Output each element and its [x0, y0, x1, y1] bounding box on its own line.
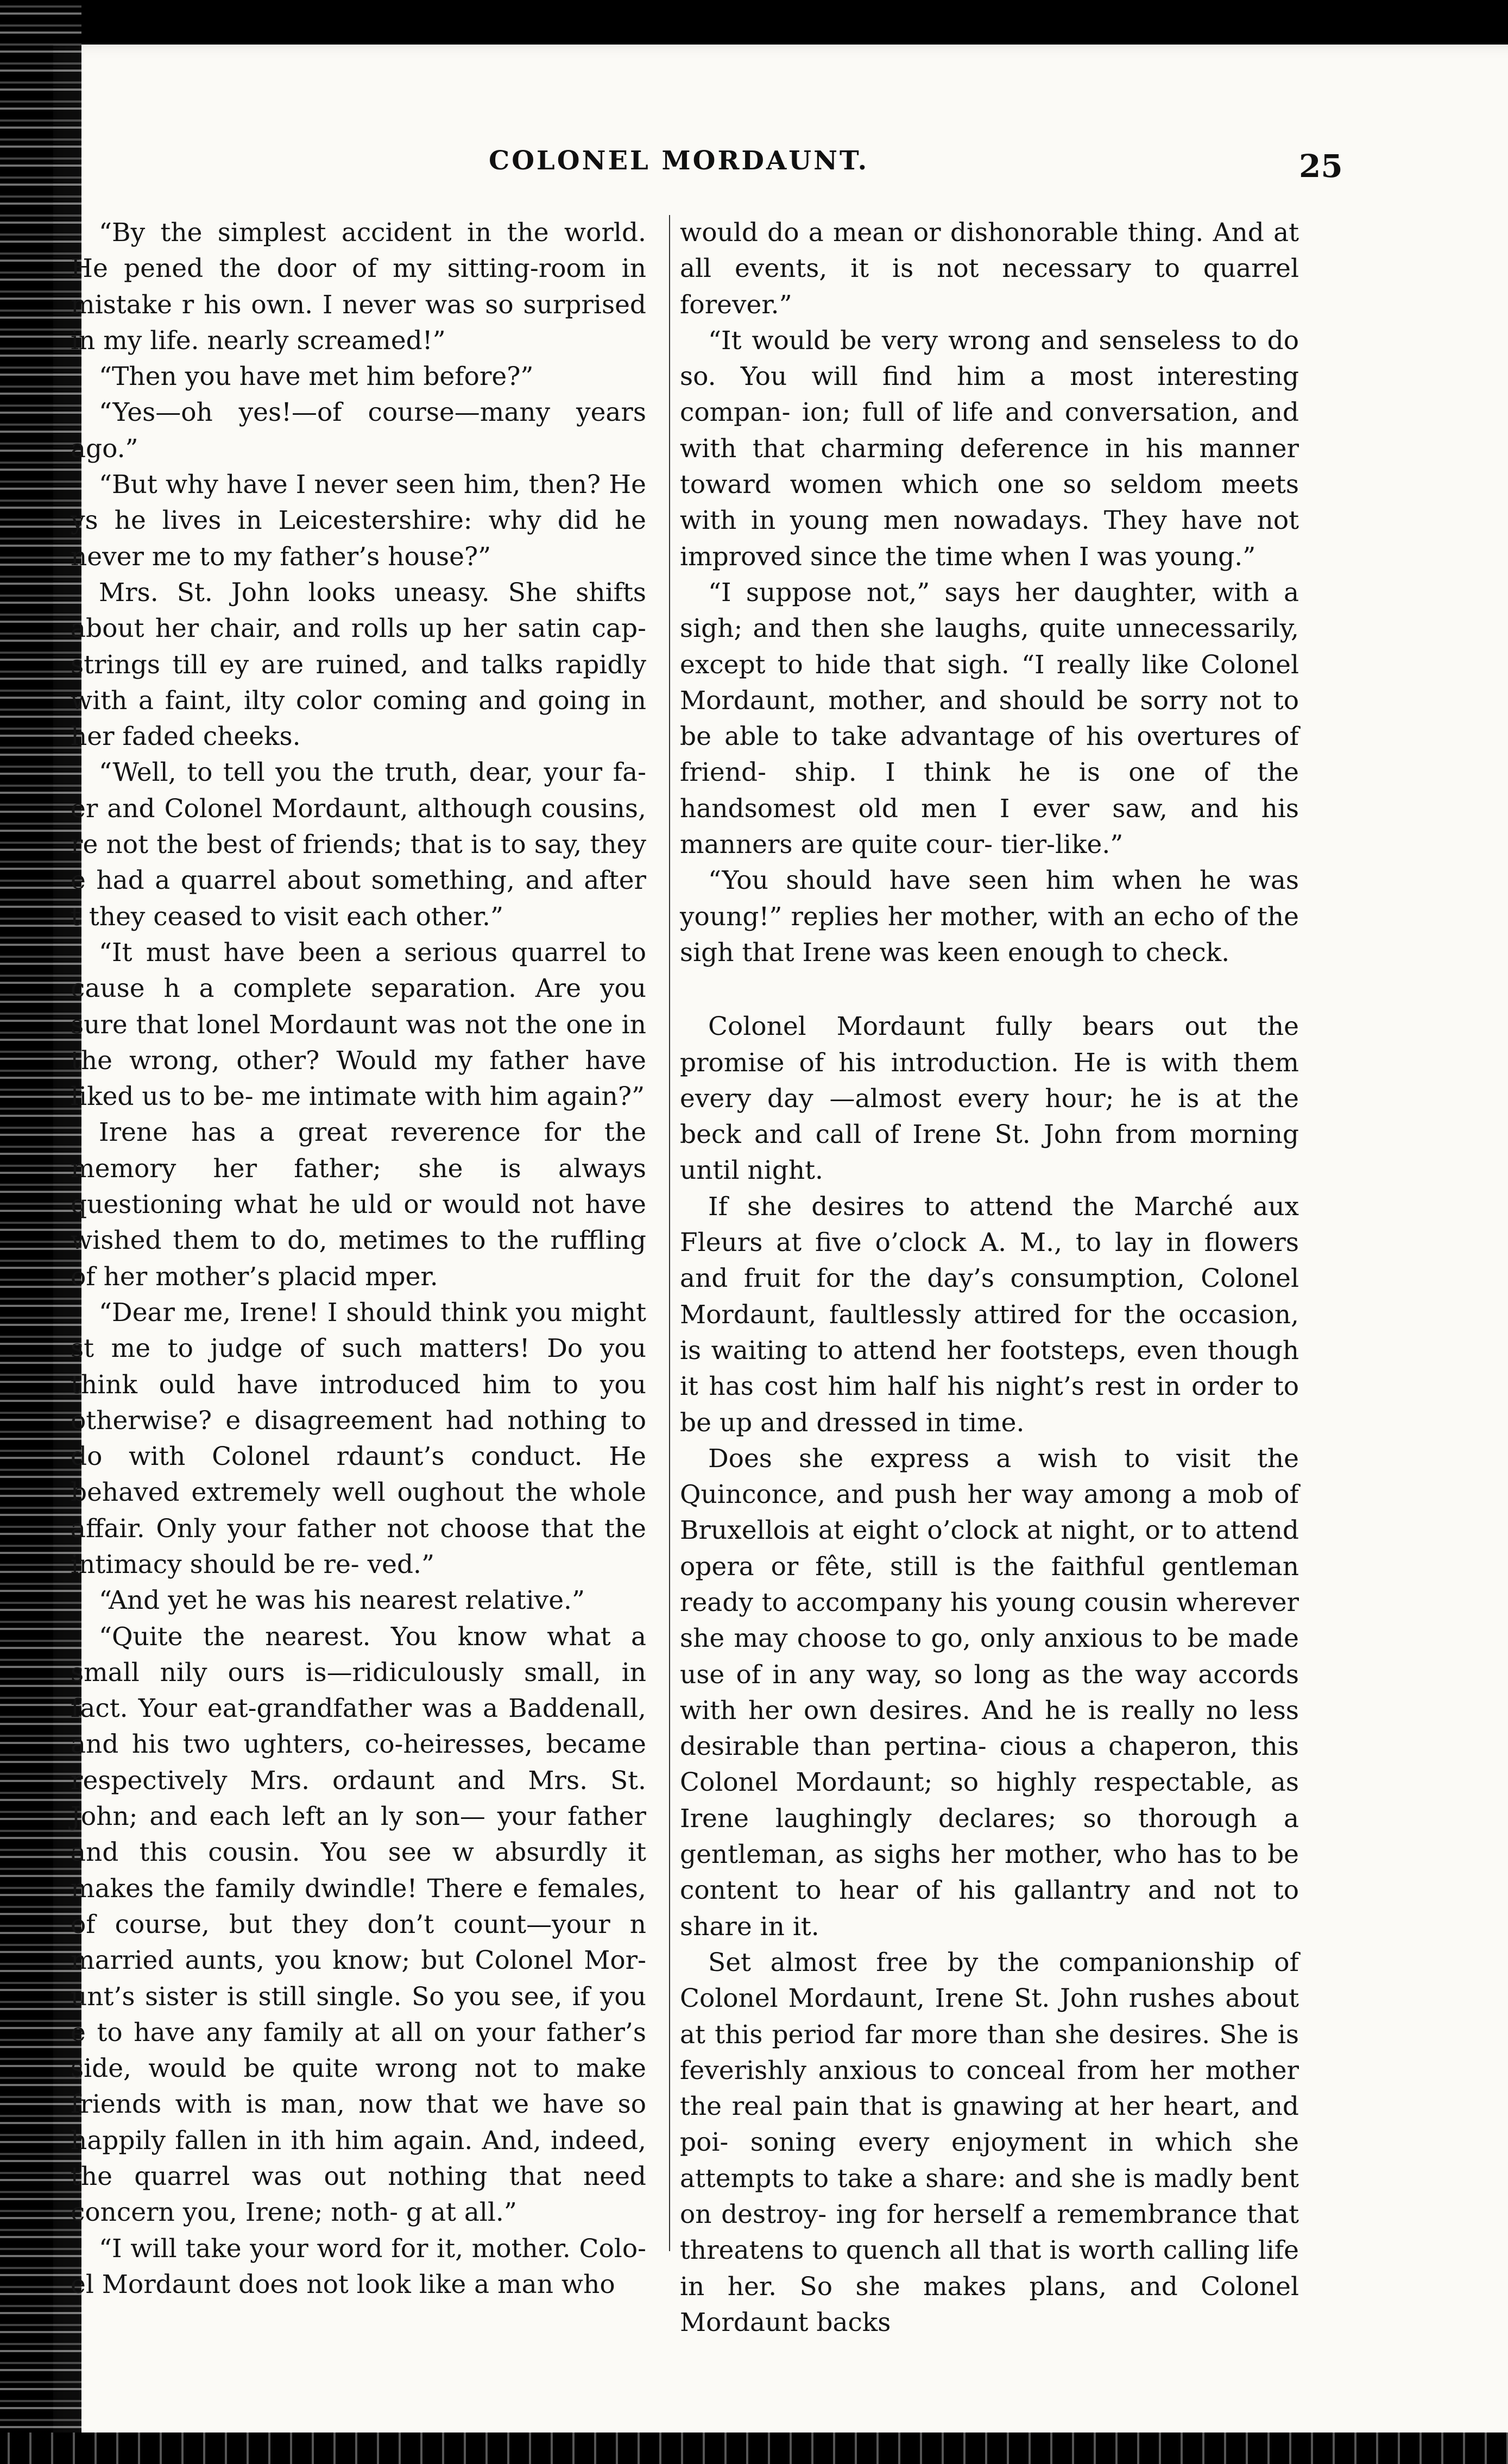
section-break — [680, 971, 1299, 1009]
page-number: 25 — [1299, 148, 1343, 185]
paragraph: Irene has a great reverence for the memory her father; she is always questioning what he uld or would not have wished them to do, metimes to the ruffling of her mother’s placid mper. — [71, 1117, 646, 1292]
scan-border-top — [0, 0, 1508, 45]
paragraph: “Dear me, Irene! I should think you might st me to judge of such matters! Do you think ould have introduced him to you otherwise? e disagreement had nothing to do with Colonel rdaunt’s conduct. He behaved extremely well oughout the whole affair. Only your father not choose that the intimacy should be re- ved.” — [71, 1297, 646, 1580]
paragraph: Mrs. St. John looks uneasy. She shifts about her chair, and rolls up her satin cap-strings till ey are ruined, and talks rapidly with a faint, ilty color coming and going in her faded cheeks. — [71, 577, 646, 752]
paragraph: would do a mean or dishonorable thing. And at all events, it is not necessary to quarrel forever.” — [680, 218, 1299, 320]
paragraph: “Quite the nearest. You know what a small nily ours is—ridiculously small, in fact. Your eat-grandfather was a Baddenall, and his two ughters, co-heiresses, became respectively Mrs. ordaunt and Mrs. St. John; and each left an ly son— your father and this cousin. You see w absurdly it makes the family dwindle! There e females, of course, but they don’t count—your n married aunts, you know; but Colonel Mor- unt’s sister is still single. So you see, if you e to have any family at all on your father’s side, would be quite wrong not to make friends with is man, now that we have so happily fallen in ith him again. And, indeed, the quarrel was out nothing that need concern you, Irene; noth- g at all.” — [71, 1621, 646, 2228]
scan-damaged-left-edge — [0, 0, 81, 2464]
paragraph: “I suppose not,” says her daughter, with a sigh; and then she laughs, quite unnecessarily, except to hide that sigh. “I really like Colonel Mordaunt, mother, and should be sorry not to be able to take advantage of his overtures of friend- ship. I think he is one of the handsomest old men I ever saw, and his manners are quite cour- tier-like.” — [680, 577, 1299, 860]
paragraph: If she desires to attend the Marché aux Fleurs at five o’clock A. M., to lay in flowers and fruit for the day’s consumption, Colonel Mordaunt, faultlessly attired for the occasion, is waiting to attend her footsteps, even though it has cost him half his night’s rest in order to be up and dressed in time. — [680, 1191, 1299, 1438]
paragraph: “Yes—oh yes!—of course—many years ago.” — [71, 397, 646, 464]
paragraph: “It would be very wrong and senseless to do so. You will find him a most interesting compan- ion; full of life and conversation, and with that charming deference in his manner toward women which one so seldom meets with in young men nowadays. They have not improved since the time when I was young.” — [680, 325, 1299, 572]
paragraph: “You should have seen him when he was young!” replies her mother, with an echo of the sigh that Irene was keen enough to check. — [680, 865, 1299, 968]
paragraph: Does she express a wish to visit the Quinconce, and push her way among a mob of Bruxellois at eight o’clock at night, or to attend opera or fête, still is the faithful gentleman ready to accompany his young cousin wherever she may choose to go, only anxious to be made use of in any way, so long as the way accords with her own desires. And he is really no less desirable than pertina- cious a chaperon, this Colonel Mordaunt; so highly respectable, as Irene laughingly declares; so thorough a gentleman, as sighs her mother, who has to be content to hear of his gallantry and not to share in it. — [680, 1443, 1299, 1942]
paragraph: “By the simplest accident in the world. He pened the door of my sitting-room in mistake r his own. I never was so surprised in my life. nearly screamed!” — [71, 218, 646, 356]
left-column — [71, 215, 646, 2303]
paragraph: Colonel Mordaunt fully bears out the promise of his introduction. He is with them every day —almost every hour; he is at the beck and call of Irene St. John from morning until night. — [680, 1012, 1299, 1186]
right-column — [680, 215, 1299, 2341]
scan-border-bottom — [0, 2433, 1508, 2464]
paragraph: “Then you have met him before?” — [99, 362, 534, 392]
paragraph: “But why have I never seen him, then? He ys he lives in Leicestershire: why did he never me to my father’s house?” — [71, 470, 646, 572]
running-head: COLONEL MORDAUNT. — [489, 146, 869, 176]
paragraph: Set almost free by the companionship of Colonel Mordaunt, Irene St. John rushes about at this period far more than she desires. She is feverishly anxious to conceal from her mother the real pain that is gnawing at her heart, and poi- soning every enjoyment in which she attempts to take a share: and she is madly bent on destroy- ing for herself a remembrance that threatens to quench all that is worth calling life in her. So she makes plans, and Colonel Mordaunt backs — [680, 1947, 1299, 2337]
paragraph: “And yet he was his nearest relative.” — [99, 1585, 585, 1616]
paragraph: “It must have been a serious quarrel to cause h a complete separation. Are you sure that lonel Mordaunt was not the one in the wrong, other? Would my father have liked us to be- me intimate with him again?” — [71, 937, 646, 1112]
paragraph: “Well, to tell you the truth, dear, your fa- er and Colonel Mordaunt, although cousins, re not the best of friends; that is to say, they e had a quarrel about something, and after t they ceased to visit each other.” — [71, 757, 646, 932]
paragraph: “I will take your word for it, mother. Colo- el Mordaunt does not look like a man who — [71, 2233, 646, 2299]
column-rule — [669, 215, 670, 2251]
